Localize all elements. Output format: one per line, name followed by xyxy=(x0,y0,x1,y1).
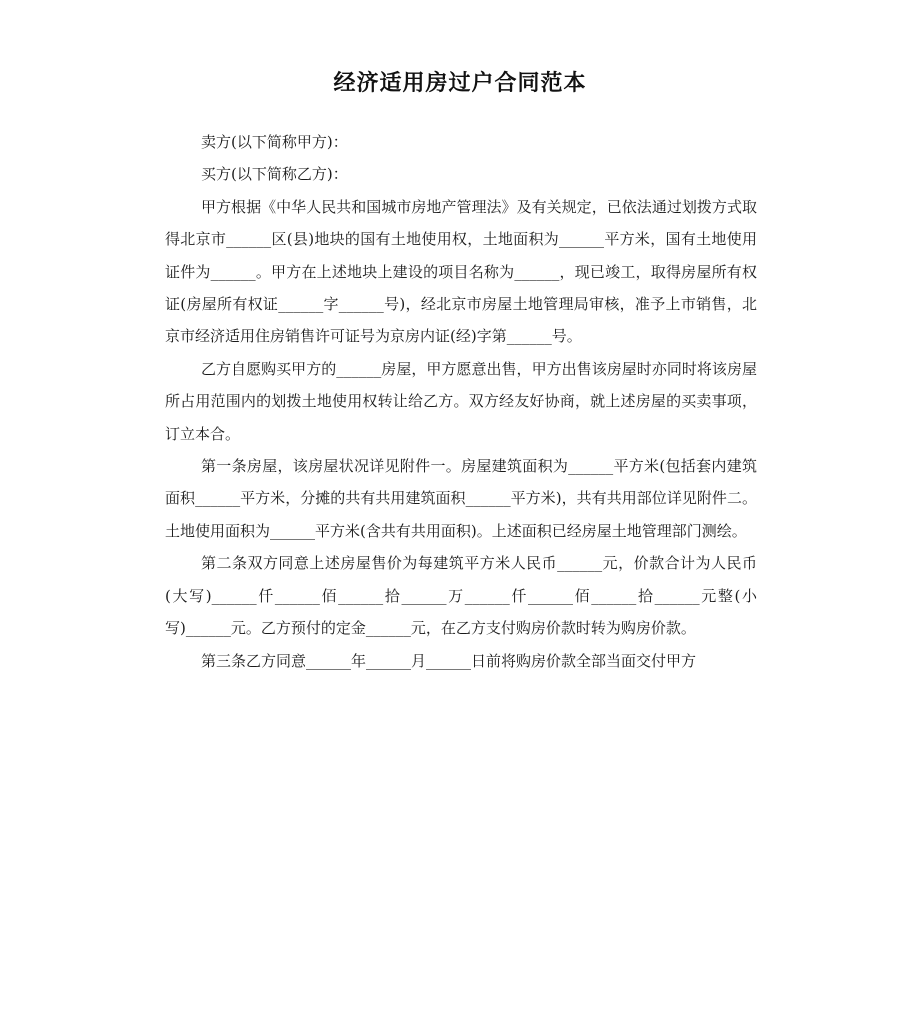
buyer-line: 买方(以下简称乙方)： xyxy=(201,165,348,184)
document-body xyxy=(165,126,757,677)
paragraph-agreement: 乙方自愿购买甲方的______房屋，甲方愿意出售，甲方出售该房屋时亦同时将该房屋所占用范围内的划拨土地使用权转让给乙方。双方经友好协商，就上述房屋的买卖事项，订立本合。 xyxy=(165,359,757,443)
article-3: 第三条乙方同意______年______月______日前将购房价款全部当面交付甲方 xyxy=(201,651,697,670)
paragraph-land-rights: 甲方根据《中华人民共和国城市房地产管理法》及有关规定，已依法通过划拨方式取得北京市______区(县)地块的国有土地使用权，土地面积为______平方米，国有土地使用证件为______。甲方在上述地块上建设的项目名称为______，现已竣工，取得房屋所有权证(房屋所有权证______字______号)，经北京市房屋土地管理局审核，准予上市销售，北京市经济适用住房销售许可证号为京房内证(经)字第______号。 xyxy=(165,197,757,346)
document-title: 经济适用房过户合同范本 xyxy=(333,71,587,96)
article-2: 第二条双方同意上述房屋售价为每建筑平方米人民币______元，价款合计为人民币(大写)______仟______佰______拾______万______仟______佰______拾______元整(小写)______元。乙方预付的定金______元，在乙方支付购房价款时转为购房价款。 xyxy=(165,554,757,638)
article-1: 第一条房屋，该房屋状况详见附件一。房屋建筑面积为______平方米(包括套内建筑面积______平方米，分摊的共有共用建筑面积______平方米)，共有共用部位详见附件二。土地使用面积为______平方米(含共有共用面积)。上述面积已经房屋土地管理部门测绘。 xyxy=(165,457,757,540)
seller-line: 卖方(以下简称甲方)： xyxy=(201,133,348,151)
